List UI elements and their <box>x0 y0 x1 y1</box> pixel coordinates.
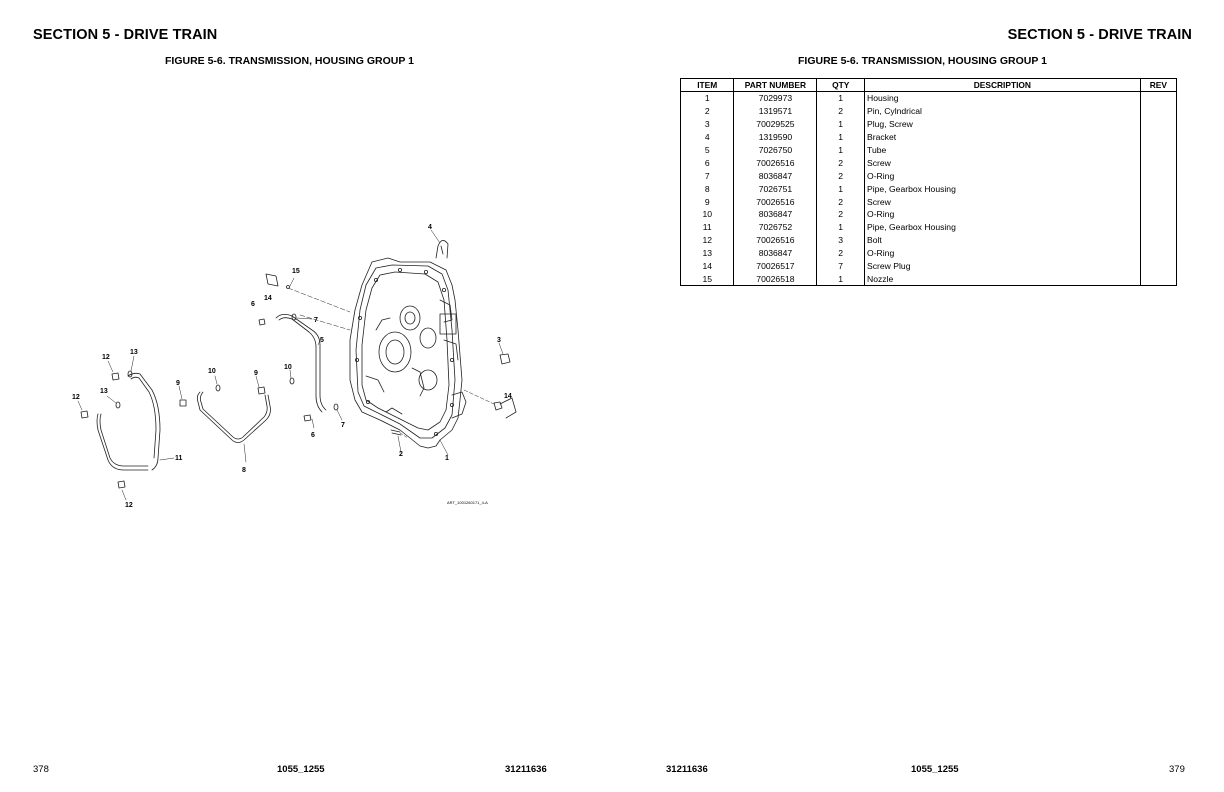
cell-rev <box>1140 272 1176 285</box>
cell-item: 3 <box>681 118 734 131</box>
callout-9b: 9 <box>254 370 258 377</box>
table-row <box>681 272 1177 285</box>
callout-7: 7 <box>314 317 318 324</box>
cell-qty: 1 <box>817 144 865 157</box>
callout-5: 5 <box>320 337 324 344</box>
cell-rev <box>1140 208 1176 221</box>
cell-rev <box>1140 221 1176 234</box>
cell-qty: 3 <box>817 234 865 247</box>
cell-rev <box>1140 247 1176 260</box>
cell-item: 12 <box>681 234 734 247</box>
cell-rev <box>1140 195 1176 208</box>
cell-qty: 2 <box>817 208 865 221</box>
table-row <box>681 169 1177 182</box>
cell-item: 7 <box>681 169 734 182</box>
callout-7b: 7 <box>341 422 345 429</box>
callout-12b: 12 <box>72 394 80 401</box>
section-title: SECTION 5 - DRIVE TRAIN <box>33 27 218 43</box>
callout-12: 12 <box>102 354 110 361</box>
cell-description: Bolt <box>865 234 1141 247</box>
callout-1: 1 <box>445 455 449 462</box>
figure-title: FIGURE 5-6. TRANSMISSION, HOUSING GROUP 1 <box>165 55 414 67</box>
footer-page-number: 379 <box>1169 764 1185 775</box>
cell-qty: 7 <box>817 260 865 273</box>
cell-item: 14 <box>681 260 734 273</box>
callout-6: 6 <box>251 301 255 308</box>
table-row <box>681 195 1177 208</box>
cell-part-number: 7026750 <box>734 144 817 157</box>
cell-qty: 2 <box>817 156 865 169</box>
callout-8: 8 <box>242 467 246 474</box>
callout-9: 9 <box>176 380 180 387</box>
callout-3: 3 <box>497 337 501 344</box>
table-row <box>681 118 1177 131</box>
callout-10b: 10 <box>284 364 292 371</box>
cell-part-number: 70026517 <box>734 260 817 273</box>
cell-item: 15 <box>681 272 734 285</box>
cell-part-number: 70026518 <box>734 272 817 285</box>
cell-part-number: 8036847 <box>734 247 817 260</box>
cell-rev <box>1140 144 1176 157</box>
cell-part-number: 1319590 <box>734 131 817 144</box>
cell-rev <box>1140 156 1176 169</box>
table-row <box>681 144 1177 157</box>
footer-doc-number: 31211636 <box>666 764 708 775</box>
table-row <box>681 156 1177 169</box>
cell-qty: 2 <box>817 247 865 260</box>
callout-4: 4 <box>428 224 432 231</box>
header-rev: REV <box>1140 79 1176 92</box>
table-row <box>681 92 1177 105</box>
cell-item: 11 <box>681 221 734 234</box>
cell-part-number: 1319571 <box>734 105 817 118</box>
table-row <box>681 221 1177 234</box>
callout-2: 2 <box>399 451 403 458</box>
callout-6b: 6 <box>311 432 315 439</box>
table-header-row <box>681 79 1177 92</box>
cell-qty: 2 <box>817 105 865 118</box>
cell-rev <box>1140 118 1176 131</box>
cell-description: O-Ring <box>865 247 1141 260</box>
cell-part-number: 70026516 <box>734 234 817 247</box>
cell-description: Screw <box>865 195 1141 208</box>
cell-item: 10 <box>681 208 734 221</box>
footer-page-number: 378 <box>33 764 49 775</box>
cell-part-number: 7029973 <box>734 92 817 105</box>
housing-part <box>350 258 466 448</box>
cell-part-number: 8036847 <box>734 169 817 182</box>
cell-qty: 1 <box>817 118 865 131</box>
cell-part-number: 70026516 <box>734 156 817 169</box>
cell-rev <box>1140 260 1176 273</box>
cell-description: Housing <box>865 92 1141 105</box>
cell-rev <box>1140 131 1176 144</box>
cell-item: 8 <box>681 182 734 195</box>
art-id: ART_1001260171_4-A <box>447 500 488 505</box>
cell-description: Bracket <box>865 131 1141 144</box>
footer-model: 1055_1255 <box>277 764 325 775</box>
cell-part-number: 8036847 <box>734 208 817 221</box>
right-page <box>612 0 1224 792</box>
cell-description: Pin, Cylndrical <box>865 105 1141 118</box>
parts-table <box>680 78 1177 286</box>
cell-description: Nozzle <box>865 272 1141 285</box>
cell-rev <box>1140 169 1176 182</box>
cell-item: 9 <box>681 195 734 208</box>
cell-qty: 1 <box>817 131 865 144</box>
cell-description: Pipe, Gearbox Housing <box>865 221 1141 234</box>
cell-rev <box>1140 182 1176 195</box>
cell-item: 1 <box>681 92 734 105</box>
cell-qty: 2 <box>817 195 865 208</box>
cell-part-number: 70026516 <box>734 195 817 208</box>
cell-item: 6 <box>681 156 734 169</box>
header-qty: QTY <box>817 79 865 92</box>
cell-description: Plug, Screw <box>865 118 1141 131</box>
cell-description: Tube <box>865 144 1141 157</box>
callout-13b: 13 <box>100 388 108 395</box>
table-row <box>681 260 1177 273</box>
callout-11: 11 <box>175 455 183 462</box>
cell-qty: 1 <box>817 92 865 105</box>
header-item: ITEM <box>681 79 734 92</box>
cell-part-number: 7026751 <box>734 182 817 195</box>
table-row <box>681 182 1177 195</box>
cell-rev <box>1140 92 1176 105</box>
callout-14b: 14 <box>504 393 512 400</box>
callout-13: 13 <box>130 349 138 356</box>
figure-title: FIGURE 5-6. TRANSMISSION, HOUSING GROUP 1 <box>798 55 1047 67</box>
callout-12c: 12 <box>125 502 133 509</box>
cell-description: Pipe, Gearbox Housing <box>865 182 1141 195</box>
cell-rev <box>1140 234 1176 247</box>
table-row <box>681 234 1177 247</box>
cell-part-number: 70029525 <box>734 118 817 131</box>
callout-15: 15 <box>292 268 300 275</box>
cell-item: 2 <box>681 105 734 118</box>
callout-10: 10 <box>208 368 216 375</box>
table-row <box>681 208 1177 221</box>
cell-item: 4 <box>681 131 734 144</box>
section-title: SECTION 5 - DRIVE TRAIN <box>1007 27 1192 43</box>
footer-model: 1055_1255 <box>911 764 959 775</box>
table-row <box>681 131 1177 144</box>
cell-item: 5 <box>681 144 734 157</box>
cell-item: 13 <box>681 247 734 260</box>
cell-qty: 2 <box>817 169 865 182</box>
cell-description: Screw <box>865 156 1141 169</box>
callout-14: 14 <box>264 295 272 302</box>
table-row <box>681 105 1177 118</box>
cell-qty: 1 <box>817 182 865 195</box>
cell-rev <box>1140 105 1176 118</box>
cell-part-number: 7026752 <box>734 221 817 234</box>
footer-doc-number: 31211636 <box>505 764 547 775</box>
table-row <box>681 247 1177 260</box>
header-description: DESCRIPTION <box>865 79 1141 92</box>
header-part-number: PART NUMBER <box>734 79 817 92</box>
cell-description: Screw Plug <box>865 260 1141 273</box>
cell-qty: 1 <box>817 221 865 234</box>
cell-qty: 1 <box>817 272 865 285</box>
cell-description: O-Ring <box>865 169 1141 182</box>
cell-description: O-Ring <box>865 208 1141 221</box>
